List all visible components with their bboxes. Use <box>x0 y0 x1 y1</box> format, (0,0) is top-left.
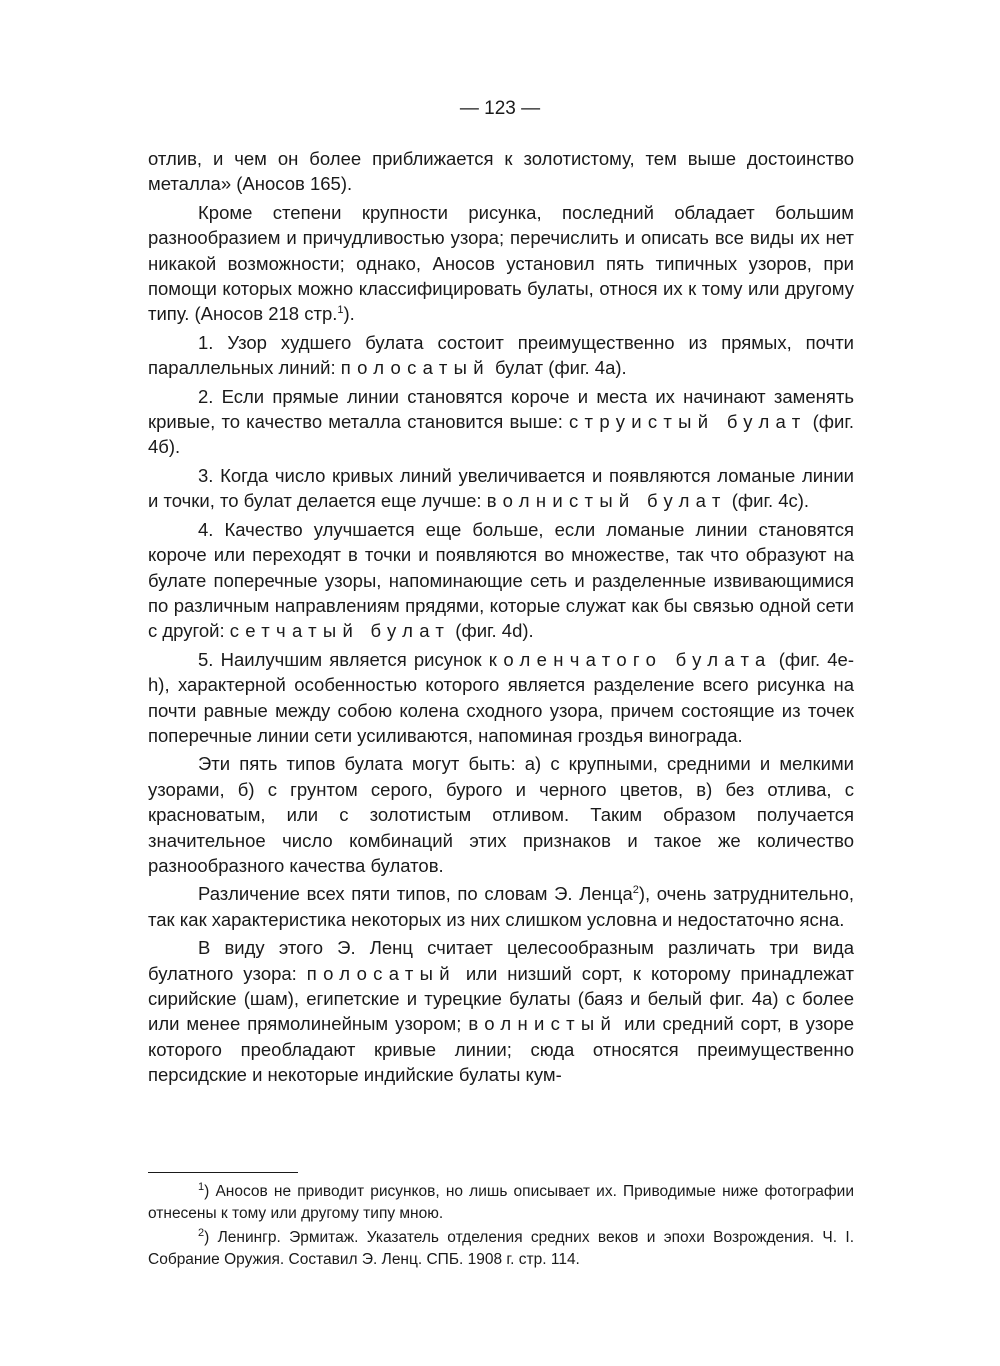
paragraph-lenz <box>148 881 854 932</box>
paragraph-text: Кроме степени крупности рисунка, последний обладает большим разнообразием и причудливостью узора; перечислить и описать все виды их нет никакой возможности; однако, Аносов установил пять типичных узоров, при помощи которых можно классифицировать булаты, относя их к тому или другому типу. (Аносов 218 стр. <box>148 201 854 325</box>
paragraph-three-kinds <box>148 935 854 1087</box>
list-item-1 <box>148 330 854 381</box>
footnote-2 <box>148 1227 854 1270</box>
paragraph-text-end: ), очень затруднительно, так как характеристика некоторых из них слишком условна и недостаточно ясна. <box>148 883 854 930</box>
footnote-1 <box>148 1181 854 1224</box>
paragraph-text: Эти пять типов булата могут быть: а) с крупными, средними и мелкими узорами, б) с грунтом серого, бурого и черного цветов, в) без отлива, с красноватым, или с золотистым отливом. Таким образом получается значительное число комбинаций этих признаков и такое же количество разнообразного качества булатов. <box>148 753 854 876</box>
list-item-4 <box>148 517 854 644</box>
term-spaced: полосатый <box>340 357 490 379</box>
item-text-end: булат (фиг. 4а). <box>489 357 627 379</box>
list-item-2 <box>148 384 854 460</box>
item-text: 2. Если прямые линии становятся короче и места их начинают заменять кривые, то качество металла становится выше: <box>148 385 854 433</box>
paragraph-text: отлив, и чем он более приближается к золотистому, тем выше достоинство металла» (Аносов 165). <box>148 148 854 195</box>
term-spaced: волнистый булат <box>486 490 727 512</box>
body-text <box>148 146 854 1091</box>
item-text: 4. Качество улучшается еще больше, если ломаные линии становятся короче или переходят в точки и появляются во множестве, так что образуют на булате поперечные узоры, напоминающие сеть и разделенные извивающимися по различным направлениям прядями, которые служат как бы связью одной сети с другой: <box>148 518 854 642</box>
footnote-ref-1[interactable]: 1 <box>337 304 344 317</box>
footnotes <box>148 1181 854 1273</box>
paragraph-text: или средний сорт, в узоре которого преобладают кривые линии; сюда относятся преимущественно персидские и некоторые индийские булаты кум- <box>148 1013 854 1086</box>
paragraph-text: Различение всех пяти типов, по словам Э. Ленца <box>198 883 633 905</box>
paragraph-end: ). <box>343 303 355 325</box>
term-spaced: волнистый <box>468 1013 618 1035</box>
item-text-end: (фиг. 4d). <box>450 620 534 642</box>
page-number: — 123 — <box>459 98 541 119</box>
list-item-3 <box>148 463 854 514</box>
item-text: 3. Когда число кривых линий увеличивается и появляются ломаные линии и точки, то булат делается еще лучше: <box>148 464 854 512</box>
footnote-text: ) Ленингр. Эрмитаж. Указатель отделения средних веков и эпохи Возрождения. Ч. I. Собрание Оружия. Составил Э. Ленц. СПБ. 1908 г. стр. 114. <box>148 1229 854 1268</box>
footnote-ref-2[interactable]: 2 <box>632 884 639 897</box>
footnote-divider <box>148 1172 298 1173</box>
list-item-5 <box>148 647 854 749</box>
paragraph-continuation <box>148 146 854 197</box>
item-text: 1. Узор худшего булата состоит преимущественно из прямых, почти параллельных линий: <box>148 331 854 379</box>
item-text-end: (фиг. 4с). <box>726 490 810 512</box>
paragraph-text: или низший сорт, к которому принадлежат сирийские (шам), египетские и турецкие булаты (баяз и белый фиг. 4а) с более или менее прямолинейным узором; <box>148 962 854 1035</box>
term-spaced: полосатый <box>306 962 456 984</box>
term-spaced: сетчатый булат <box>229 620 451 642</box>
item-text-end: (фиг. 4б). <box>148 411 854 458</box>
item-text-end: (фиг. 4е-h), характерной особенностью которого является разделение всего рисунка на почти равные между собою колена сходного узора, причем состоящие из точек поперечные линии сети усиливаются, напоминая гроздья винограда. <box>148 648 854 746</box>
item-text: 5. Наилучшим является рисунок <box>198 648 489 670</box>
term-spaced: коленчатого булата <box>488 648 772 670</box>
paragraph-text: В виду этого Э. Ленц считает целесообразным различать три вида булатного узора: <box>148 937 854 984</box>
term-spaced: струистый булат <box>569 411 807 433</box>
paragraph-patterns-intro <box>148 200 854 327</box>
paragraph-types <box>148 751 854 878</box>
footnote-text: ) Аносов не приводит рисунков, но лишь описывает их. Приводимые ниже фотографии отнесены к тому или другому типу мною. <box>148 1183 854 1222</box>
footnote-mark: 1 <box>198 1180 205 1193</box>
footnote-mark: 2 <box>198 1227 205 1240</box>
